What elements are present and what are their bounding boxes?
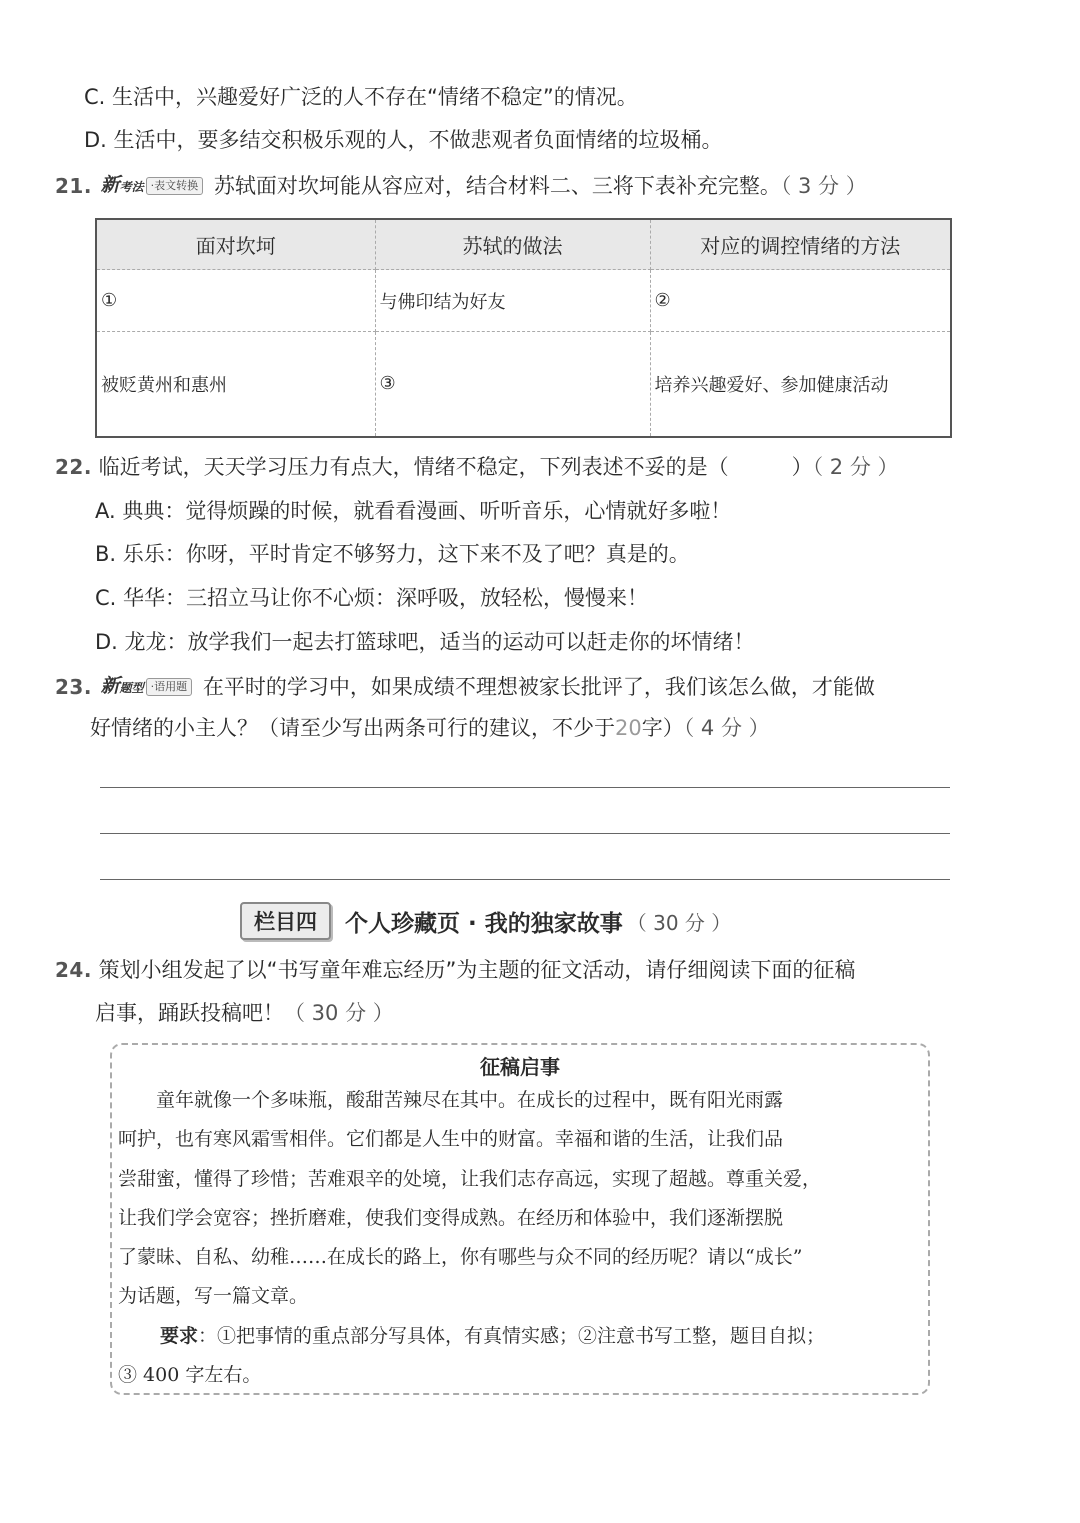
notice-line: 了蒙昧、自私、幼稚……在成长的路上，你有哪些与众不同的经历呢？请以“成长” — [118, 1246, 803, 1268]
question-number: 21. — [55, 174, 92, 198]
notice-line: 呵护，也有寒风霜雪相伴。它们都是人生中的财富。幸福和谐的生活，让我们品 — [118, 1128, 784, 1150]
q22-stem — [55, 452, 899, 482]
table-row — [96, 332, 951, 437]
section-box-label: 栏目四 — [240, 902, 331, 940]
notice-line: 为话题，写一篇文章。 — [118, 1285, 309, 1307]
requirements-text: ：①把事情的重点部分写具体，有真情实感；②注意书写工整，题目自拟； — [198, 1325, 826, 1347]
table-header: 苏轼的做法 — [375, 219, 650, 270]
question-type-tag: 新考法 ·表文转换 — [101, 169, 204, 202]
question-type-tag: 新题型 ·语用题 — [101, 670, 193, 703]
q22-option-a: A. 典典：觉得烦躁的时候，就看看漫画、听听音乐，心情就好多啦！ — [95, 499, 732, 523]
table-cell: ② — [650, 270, 951, 332]
question-text: 好情绪的小主人？（请至少写出两条可行的建议，不少于 — [90, 716, 615, 740]
q24-stem-line2 — [95, 998, 394, 1028]
q24-stem — [55, 955, 855, 985]
notice-requirements-line2: ③ 400 字左右。 — [118, 1364, 262, 1386]
notice-line: 童年就像一个多味瓶，酸甜苦辣尽在其中。在成长的过程中，既有阳光雨露 — [118, 1089, 784, 1111]
question-text: 苏轼面对坎坷能从容应对，结合材料二、三将下表补充完整。 — [213, 174, 781, 198]
question-score: （ 2 分 ） — [812, 455, 899, 479]
notice-title: 征稿启事 — [480, 1055, 560, 1079]
question-number: 22. — [55, 455, 92, 479]
requirements-label: 要求 — [160, 1325, 199, 1347]
question-number: 23. — [55, 675, 92, 699]
table-header-row — [96, 219, 951, 270]
q20-option-d: D. 生活中，要多结交积极乐观的人，不做悲观者负面情绪的垃圾桶。 — [84, 128, 723, 152]
table-cell: 被贬黄州和惠州 — [96, 332, 375, 437]
answer-table — [95, 218, 952, 438]
table-cell: 与佛印结为好友 — [375, 270, 650, 332]
question-score: （ 3 分 ） — [780, 174, 867, 198]
question-text: 启事，踊跃投稿吧！ — [95, 1001, 284, 1025]
answer-line[interactable] — [100, 787, 950, 788]
call-for-papers-box — [110, 1043, 930, 1395]
question-text: 临近考试，天天学习压力有点大，情绪不稳定，下列表述不妥的是（ ） — [98, 455, 813, 479]
q20-option-c: C. 生活中，兴趣爱好广泛的人不存在“情绪不稳定”的情况。 — [84, 85, 638, 109]
notice-line: 尝甜蜜，懂得了珍惜；苦难艰辛的处境，让我们志存高远，实现了超越。尊重关爱， — [118, 1168, 822, 1190]
notice-line: 让我们学会宽容；挫折磨难，使我们变得成熟。在经历和体验中，我们逐渐摆脱 — [118, 1207, 784, 1229]
answer-line[interactable] — [100, 879, 950, 880]
q21-stem — [55, 169, 867, 205]
question-number: 24. — [55, 958, 92, 982]
table-header: 对应的调控情绪的方法 — [650, 219, 951, 270]
question-score: （ 30 分 ） — [284, 1001, 394, 1025]
table-row — [96, 270, 951, 332]
q22-option-b: B. 乐乐：你呀，平时肯定不够努力，这下来不及了吧？真是的。 — [95, 542, 690, 566]
question-score: （ 4 分 ） — [683, 716, 770, 740]
section-header — [240, 903, 731, 939]
notice-requirements — [160, 1323, 825, 1349]
answer-line[interactable] — [100, 833, 950, 834]
table-cell: ③ — [375, 332, 650, 437]
question-text: 字） — [641, 716, 684, 740]
q22-option-d: D. 龙龙：放学我们一起去打篮球吧，适当的运动可以赶走你的坏情绪！ — [95, 630, 755, 654]
table-cell: 培养兴趣爱好、参加健康活动 — [654, 374, 889, 396]
q23-stem — [55, 670, 875, 706]
word-count: 20 — [615, 716, 642, 740]
q23-stem-line2 — [90, 713, 770, 743]
table-cell: ① — [96, 270, 375, 332]
section-score: （ 30 分 ） — [626, 910, 732, 935]
question-text: 在平时的学习中，如果成绩不理想被家长批评了，我们该怎么做，才能做 — [202, 675, 875, 699]
section-title: 个人珍藏页 · 我的独家故事 — [345, 910, 623, 937]
table-header: 面对坎坷 — [96, 219, 375, 270]
question-text: 策划小组发起了以“书写童年难忘经历”为主题的征文活动，请仔细阅读下面的征稿 — [98, 958, 856, 982]
q22-option-c: C. 华华：三招立马让你不心烦：深呼吸，放轻松，慢慢来！ — [95, 586, 649, 610]
